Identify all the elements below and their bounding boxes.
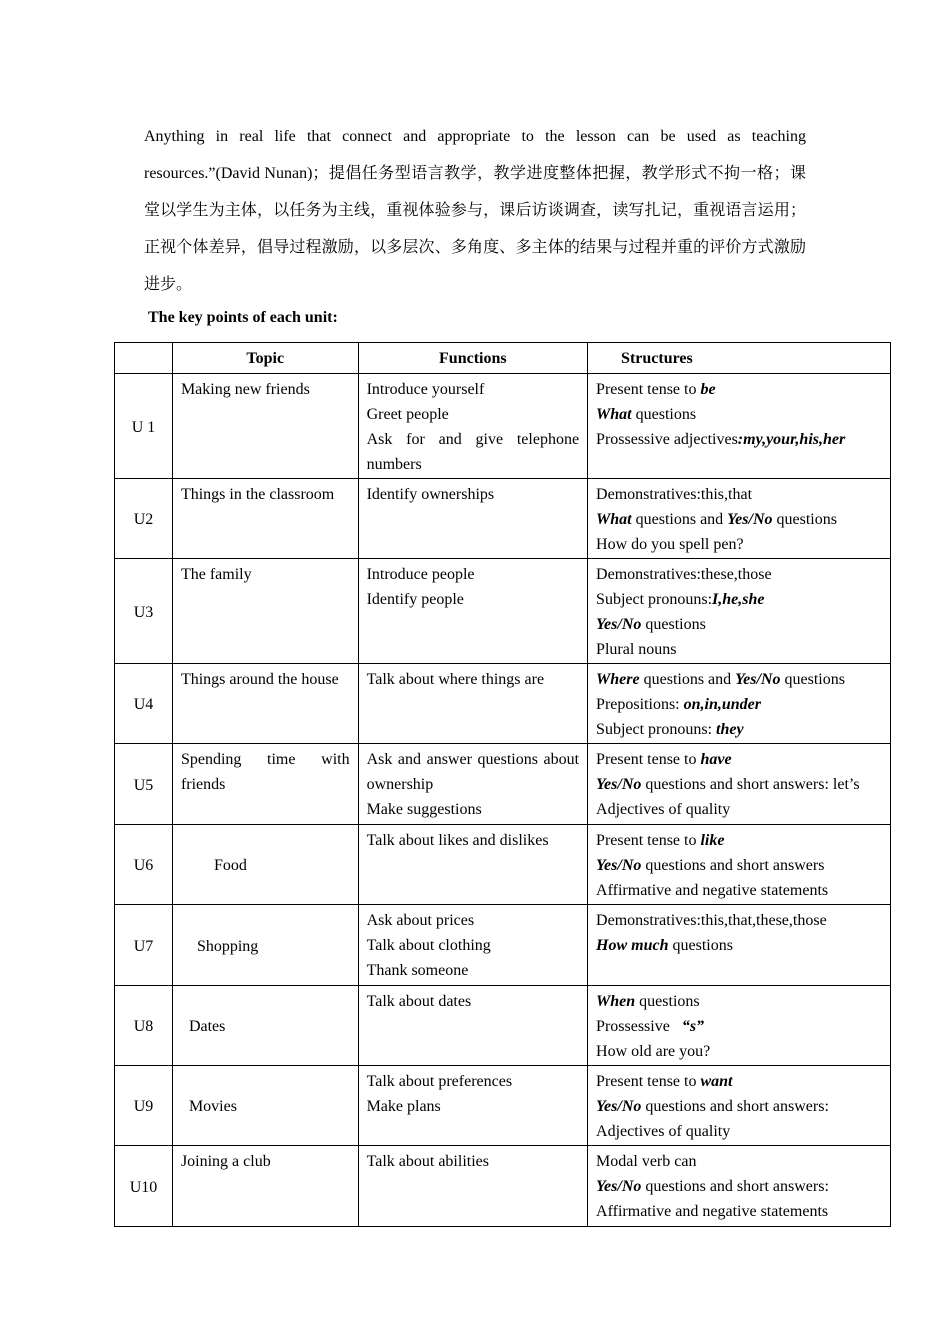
structures-cell (588, 559, 891, 664)
unit-cell: U 1 (115, 374, 173, 479)
structure-keyword: be (700, 381, 716, 398)
structure-text: Present tense to (596, 832, 701, 849)
structures-cell (588, 664, 891, 744)
function-item: Talk about likes and dislikes (366, 832, 549, 849)
topic-cell: Things around the house (172, 664, 358, 744)
table-row (115, 825, 891, 905)
structure-line (596, 1149, 882, 1174)
function-item: Ask for and give telephone numbers (366, 431, 580, 473)
structure-keyword: When (596, 993, 636, 1010)
structure-line (596, 1174, 882, 1199)
structure-line (596, 1014, 882, 1039)
structure-text: questions (631, 406, 697, 423)
structure-line (596, 637, 882, 662)
structure-keyword: Yes/No (735, 671, 781, 688)
functions-cell (358, 559, 587, 664)
section-heading: The key points of each unit: (148, 309, 338, 326)
structure-text: Present tense to (596, 381, 701, 398)
structures-cell (588, 825, 891, 905)
structure-line (596, 507, 882, 532)
header-topic: Topic (172, 343, 358, 374)
function-item: Ask about prices (366, 912, 475, 929)
topic-cell: The family (172, 559, 358, 664)
structure-keyword: Yes/No (596, 1098, 642, 1115)
structures-cell (588, 374, 891, 479)
structure-line (596, 1069, 882, 1094)
topic-cell: Dates (172, 986, 358, 1066)
structure-line (596, 427, 882, 452)
structure-text: questions (772, 511, 837, 528)
structure-line (596, 667, 882, 692)
topic-cell: Shopping (172, 905, 358, 986)
structure-text: Affirmative and negative statements (596, 1203, 829, 1220)
topic-cell: Things in the classroom (172, 479, 358, 559)
structure-line (596, 1094, 882, 1119)
functions-cell (358, 479, 587, 559)
structure-text: questions and (639, 671, 736, 688)
structure-keyword: have (700, 751, 732, 768)
unit-cell: U8 (115, 986, 173, 1066)
header-functions: Functions (358, 343, 587, 374)
function-item: Talk about preferences (366, 1073, 513, 1090)
structure-text: questions and short answers (641, 857, 825, 874)
structure-line (596, 377, 882, 402)
structure-line (596, 562, 882, 587)
structures-cell (588, 479, 891, 559)
structure-line (596, 1119, 882, 1144)
structure-line (596, 878, 882, 903)
structure-keyword: :my,your,his,her (737, 431, 846, 448)
structure-text: Present tense to (596, 1073, 701, 1090)
structure-keyword: Yes/No (596, 776, 642, 793)
table-row (115, 1146, 891, 1227)
structures-cell (588, 1146, 891, 1227)
function-item: Identify ownerships (366, 486, 495, 503)
unit-cell: U9 (115, 1066, 173, 1146)
functions-cell (358, 1066, 587, 1146)
topic-cell: Food (172, 825, 358, 905)
table-row (115, 374, 891, 479)
functions-cell (358, 986, 587, 1066)
structure-text: Demonstratives:this,that (596, 486, 753, 503)
functions-cell (358, 744, 587, 825)
structure-keyword: Yes/No (596, 1178, 642, 1195)
topic-cell: Joining a club (172, 1146, 358, 1227)
unit-cell: U4 (115, 664, 173, 744)
structure-line (596, 587, 882, 612)
table-row (115, 479, 891, 559)
functions-cell (358, 825, 587, 905)
topic-cell: Movies (172, 1066, 358, 1146)
structure-text: Plural nouns (596, 641, 677, 658)
structure-line (596, 933, 882, 958)
structure-line (596, 532, 882, 557)
structure-line (596, 747, 882, 772)
unit-cell: U2 (115, 479, 173, 559)
header-unit (115, 343, 173, 374)
structure-keyword: Yes/No (596, 616, 642, 633)
structures-cell (588, 1066, 891, 1146)
structure-keyword: Yes/No (596, 857, 642, 874)
structure-line (596, 989, 882, 1014)
structure-line (596, 853, 882, 878)
structure-line (596, 692, 882, 717)
structure-text: Subject pronouns: (596, 591, 713, 608)
table-body (115, 374, 891, 1227)
structure-keyword: want (700, 1073, 733, 1090)
unit-cell: U7 (115, 905, 173, 986)
intro-paragraph (144, 118, 806, 303)
intro-rest: resources.”(David Nunan)；提倡任务型语言教学，教学进度整体把握，教学形式不拘一格；课堂以学生为主体，以任务为主线，重视体验参与，课后访谈调查，读写扎记，重视语言运用；正视个体差异，倡导过程激励，以多层次、多角度、多主体的结果与过程并重的评价方式激励进步。 (144, 165, 806, 293)
structure-text: How do you spell pen? (596, 536, 744, 553)
structure-line (596, 772, 882, 797)
structure-line (596, 1199, 882, 1224)
structure-line (596, 828, 882, 853)
function-item: Talk about abilities (366, 1153, 489, 1170)
table-row (115, 1066, 891, 1146)
structure-keyword: “s” (681, 1018, 705, 1035)
structure-text: Modal verb can (596, 1153, 697, 1170)
functions-cell (358, 664, 587, 744)
function-item: Talk about dates (366, 993, 472, 1010)
structure-text: Subject pronouns: (596, 721, 717, 738)
structure-keyword: Where (596, 671, 640, 688)
function-item: Make suggestions (366, 801, 482, 818)
structure-line (596, 797, 882, 822)
structure-text: questions (780, 671, 845, 688)
table-row (115, 559, 891, 664)
intro-line-1: Anything in real life that connect and appropriate to the lesson can be used as teaching (144, 128, 806, 145)
structure-text: Adjectives of quality (596, 1123, 731, 1140)
structure-text: Affirmative and negative statements (596, 882, 829, 899)
structure-keyword: on,in,under (683, 696, 761, 713)
structure-line (596, 717, 882, 742)
functions-cell (358, 374, 587, 479)
function-item: Talk about where things are (366, 671, 545, 688)
structure-text: Present tense to (596, 751, 701, 768)
table-row (115, 905, 891, 986)
structure-keyword: How much (596, 937, 669, 954)
header-structures: Structures (588, 343, 891, 374)
structures-cell (588, 986, 891, 1066)
topic-cell: Making new friends (172, 374, 358, 479)
unit-cell: U10 (115, 1146, 173, 1227)
structure-text: questions and short answers: (641, 1178, 829, 1195)
structure-keyword: they (716, 721, 744, 738)
table-row (115, 986, 891, 1066)
structure-line (596, 482, 882, 507)
function-item: Introduce yourself (366, 381, 485, 398)
table-row (115, 664, 891, 744)
structure-text: Prossessive adjectives (596, 431, 738, 448)
structure-line (596, 612, 882, 637)
structure-keyword: I,he,she (712, 591, 765, 608)
functions-cell (358, 1146, 587, 1227)
structure-line (596, 908, 882, 933)
structure-text: questions (635, 993, 700, 1010)
structure-text: Prepositions: (596, 696, 684, 713)
function-item: Make plans (366, 1098, 441, 1115)
structure-line (596, 402, 882, 427)
unit-cell: U6 (115, 825, 173, 905)
structures-cell (588, 744, 891, 825)
structure-text: Demonstratives:these,those (596, 566, 772, 583)
structure-keyword: like (700, 832, 725, 849)
structure-text: questions and short answers: let’s (641, 776, 860, 793)
structure-text: Adjectives of quality (596, 801, 731, 818)
functions-cell (358, 905, 587, 986)
structure-line (596, 1039, 882, 1064)
structure-keyword: What (596, 511, 632, 528)
structure-text: questions (641, 616, 706, 633)
structure-text: questions and short answers: (641, 1098, 829, 1115)
structure-keyword: Yes/No (727, 511, 773, 528)
structures-cell (588, 905, 891, 986)
table-row (115, 744, 891, 825)
unit-key-points-table (114, 342, 891, 1227)
unit-cell: U3 (115, 559, 173, 664)
function-item: Talk about clothing (366, 937, 491, 954)
structure-text: questions (668, 937, 733, 954)
structure-text: Prossessive (596, 1018, 682, 1035)
structure-keyword: What (596, 406, 632, 423)
table-header-row (115, 343, 891, 374)
structure-text: How old are you? (596, 1043, 711, 1060)
function-item: Thank someone (366, 962, 469, 979)
topic-cell: Spending time with friends (172, 744, 358, 825)
function-item: Greet people (366, 406, 449, 423)
function-item: Identify people (366, 591, 464, 608)
unit-cell: U5 (115, 744, 173, 825)
function-item: Ask and answer questions about ownership (366, 751, 580, 793)
structure-text: Demonstratives:this,that,these,those (596, 912, 827, 929)
function-item: Introduce people (366, 566, 475, 583)
structure-text: questions and (631, 511, 728, 528)
